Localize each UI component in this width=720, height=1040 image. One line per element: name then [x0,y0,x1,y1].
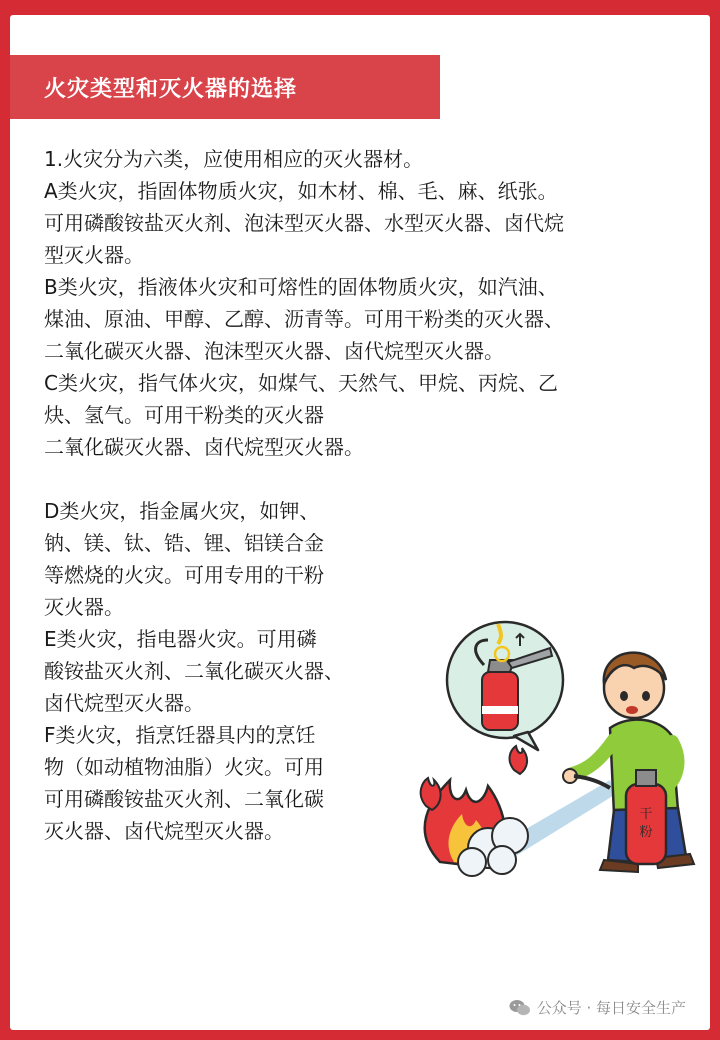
closeup-bubble [447,622,563,750]
paragraph-gap [44,463,684,495]
class-c-line-3: 二氧化碳灭火器、卤代烷型灭火器。 [44,435,364,459]
class-a-line-2: 可用磷酸铵盐灭火剂、泡沫型灭火器、水型灭火器、卤代烷 [44,211,564,235]
class-f-line-4: 灭火器、卤代烷型灭火器。 [44,819,284,843]
title-bar [10,55,440,119]
narrow-column [44,495,396,847]
class-d-line-4: 灭火器。 [44,595,124,619]
intro-line: 1.火灾分为六类，应使用相应的灭火器材。 [44,147,424,171]
class-f-line-2: 物（如动植物油脂）火灾。可用 [44,755,324,779]
class-d-line-3: 等燃烧的火灾。可用专用的干粉 [44,563,324,587]
fire-extinguisher-illustration [410,610,710,880]
class-a-line-3: 型灭火器。 [44,243,144,267]
class-c-line-2: 炔、氢气。可用干粉类的灭火器 [44,403,324,427]
watermark-text: 公众号 · 每日安全生产 [536,999,686,1017]
class-c-line-1: C类火灾，指气体火灾，如煤气、天然气、甲烷、丙烷、乙 [44,371,558,395]
class-f-line-3: 可用磷酸铵盐灭火剂、二氧化碳 [44,787,324,811]
wechat-icon [509,999,531,1017]
extinguisher-label-top: 干 [639,807,653,822]
class-b-line-1: B类火灾，指液体火灾和可熔性的固体物质火灾，如汽油、 [44,275,558,299]
class-a-line-1: A类火灾，指固体物质火灾，如木材、棉、毛、麻、纸张。 [44,179,558,203]
class-d-line-2: 钠、镁、钛、锆、锂、铝镁合金 [44,531,324,555]
extinguisher-spray-icon [458,780,616,876]
watermark [509,997,686,1018]
content-card [10,15,710,1030]
class-d-line-1: D类火灾，指金属火灾，如钾、 [44,499,320,523]
class-e-line-1: E类火灾，指电器火灾。可用磷 [44,627,317,651]
class-f-line-1: F类火灾，指烹饪器具内的烹饪 [44,723,316,747]
page-title: 火灾类型和灭火器的选择 [44,76,298,102]
extinguisher-label-bottom: 粉 [639,825,653,840]
class-b-line-3: 二氧化碳灭火器、泡沫型灭火器、卤代烷型灭火器。 [44,339,504,363]
class-e-line-3: 卤代烷型灭火器。 [44,691,204,715]
class-b-line-2: 煤油、原油、甲醇、乙醇、沥青等。可用干粉类的灭火器、 [44,307,564,331]
class-e-line-2: 酸铵盐灭火剂、二氧化碳灭火器、 [44,659,344,683]
